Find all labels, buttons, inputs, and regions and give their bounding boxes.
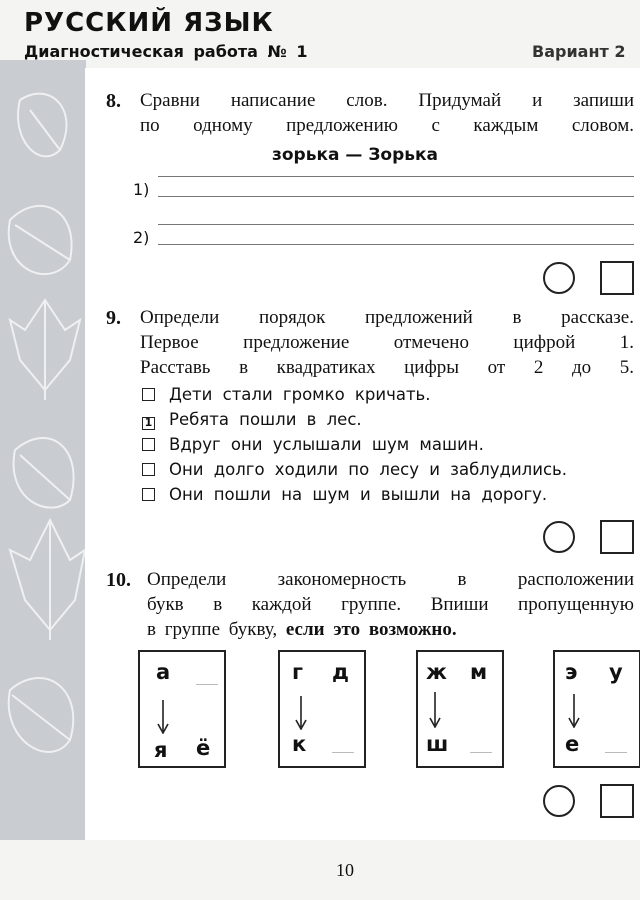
card-bottom-left-letter: е xyxy=(565,732,580,756)
arrow-down-icon xyxy=(428,692,442,728)
order-checkbox[interactable] xyxy=(142,463,155,476)
card-bottom-left-letter: ш xyxy=(426,732,449,756)
q9-text-line2: Первое предложение отмечено цифрой 1. xyxy=(140,332,634,353)
q8-answer-line[interactable] xyxy=(158,196,634,197)
card-bottom-right-letter: ё xyxy=(196,736,211,760)
q9-score-square[interactable] xyxy=(600,520,634,554)
card-top-right-letter: м xyxy=(470,660,488,684)
q9-option-text: Вдруг они услышали шум машин. xyxy=(169,435,484,454)
q8-text-line1: Сравни написание слов. Придумай и запиши xyxy=(140,90,634,111)
work-subtitle: Диагностическая работа № 1 xyxy=(24,42,308,61)
variant-label: Вариант 2 xyxy=(532,42,626,61)
card-bottom-left-letter: я xyxy=(154,738,168,762)
q10-score-square[interactable] xyxy=(600,784,634,818)
card-top-left-letter: а xyxy=(156,660,171,684)
missing-letter-blank[interactable] xyxy=(332,752,354,753)
q10-text-line3-start: в группе букву, xyxy=(147,619,286,640)
q9-number: 9. xyxy=(106,307,121,329)
q9-text-line3: Расставь в квадратиках цифры от 2 до 5. xyxy=(140,357,634,378)
q10-text-line3-bold: если это возможно. xyxy=(285,619,457,640)
card-top-right-letter: д xyxy=(332,660,349,684)
q9-option xyxy=(142,460,567,479)
q9-option-text: Ребята пошли в лес. xyxy=(169,410,362,429)
q9-option xyxy=(142,485,547,504)
order-checkbox[interactable]: 1 xyxy=(142,417,155,430)
card-top-left-letter: ж xyxy=(426,660,447,684)
card-bottom-left-letter: к xyxy=(292,732,307,756)
q10-score-circle[interactable] xyxy=(543,785,575,817)
q9-option xyxy=(142,410,362,430)
letter-group-card xyxy=(553,650,640,768)
q10-number: 10. xyxy=(106,569,131,591)
q8-text-line2: по одному предложению с каждым словом. xyxy=(140,115,634,136)
q9-text-line1: Определи порядок предложений в рассказе. xyxy=(140,307,634,328)
q10-text-line2: букв в каждой группе. Впиши пропущенную xyxy=(147,594,634,615)
card-top-right-letter: у xyxy=(609,660,623,684)
missing-letter-blank[interactable] xyxy=(605,752,627,753)
missing-letter-blank[interactable] xyxy=(470,752,492,753)
arrow-down-icon xyxy=(294,696,308,730)
card-top-left-letter: э xyxy=(565,660,578,684)
missing-letter-blank[interactable] xyxy=(196,684,218,685)
q8-score-square[interactable] xyxy=(600,261,634,295)
q8-answer-line[interactable] xyxy=(158,176,634,177)
q9-option-text: Они пошли на шум и вышли на дорогу. xyxy=(169,485,548,504)
q8-number: 8. xyxy=(106,90,121,112)
order-checkbox[interactable] xyxy=(142,438,155,451)
order-checkbox[interactable] xyxy=(142,488,155,501)
q8-answer-label-1: 1) xyxy=(133,180,150,199)
q10-text-line1: Определи закономерность в расположении xyxy=(147,569,634,590)
card-top-left-letter: г xyxy=(292,660,303,684)
order-checkbox[interactable] xyxy=(142,388,155,401)
q8-answer-line[interactable] xyxy=(158,244,634,245)
page-number: 10 xyxy=(336,860,354,880)
q8-word-pair: зорька — Зорька xyxy=(272,145,439,165)
q9-option xyxy=(142,385,431,404)
arrow-down-icon xyxy=(567,694,581,728)
letter-group-card xyxy=(416,650,504,768)
q8-answer-label-2: 2) xyxy=(133,228,150,247)
q9-score-circle[interactable] xyxy=(543,521,575,553)
arrow-down-icon xyxy=(156,700,170,734)
letter-group-card xyxy=(278,650,366,768)
q10-text-line3 xyxy=(147,617,457,642)
q9-option-text: Они долго ходили по лесу и заблудились. xyxy=(169,460,567,479)
q8-answer-line[interactable] xyxy=(158,224,634,225)
q8-score-circle[interactable] xyxy=(543,262,575,294)
letter-group-card xyxy=(138,650,226,768)
page-title: РУССКИЙ ЯЗЫК xyxy=(24,8,274,38)
q9-option-text: Дети стали громко кричать. xyxy=(169,385,431,404)
q9-option xyxy=(142,435,484,454)
